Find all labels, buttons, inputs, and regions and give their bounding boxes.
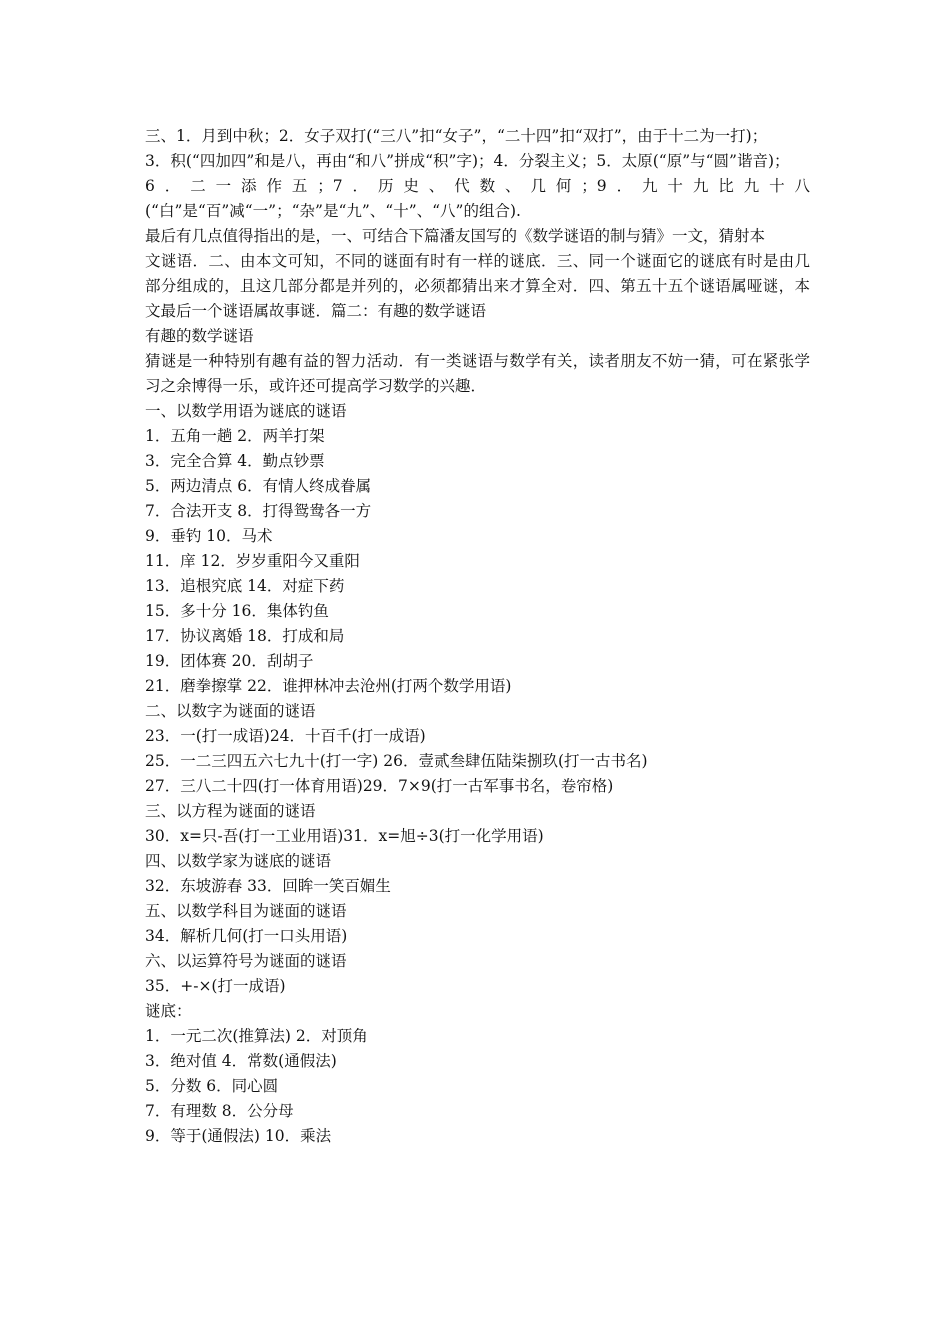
riddle-line: 11．庠 12．岁岁重阳今又重阳	[145, 552, 360, 570]
answer-line-1: 三、1．月到中秋；2．女子双打(“三八”扣“女子”，“二十四”扣“双打”，由于十二为一打)；	[145, 127, 768, 145]
section-heading-6: 六、以运算符号为谜面的谜语	[145, 952, 347, 970]
riddle-line: 21．磨拳擦掌 22．谁押林冲去沧州(打两个数学用语)	[145, 677, 512, 695]
section-heading-2: 二、以数字为谜面的谜语	[145, 702, 316, 720]
riddle-line: 7．合法开支 8．打得鸳鸯各一方	[145, 502, 372, 520]
answer-item: 7．有理数 8．公分母	[145, 1102, 294, 1120]
riddle-line: 25．一二三四五六七九十(打一字) 26．壹贰叁肆伍陆柒捌玖(打一古书名)	[145, 752, 648, 770]
riddle-line: 27．三八二十四(打一体育用语)29．7×9(打一古军事书名，卷帘格)	[145, 777, 614, 795]
answer-item: 1．一元二次(推算法) 2．对顶角	[145, 1027, 368, 1045]
section-heading-5: 五、以数学科目为谜面的谜语	[145, 902, 347, 920]
answer-item: 3．绝对值 4．常数(通假法)	[145, 1052, 337, 1070]
riddle-line: 9．垂钓 10．马术	[145, 527, 273, 545]
riddle-line: 23．一(打一成语)24．十百千(打一成语)	[145, 727, 426, 745]
note-paragraph-start: 最后有几点值得指出的是，一、可结合下篇潘友国写的《数学谜语的制与猜》一文，猜射本	[145, 227, 766, 245]
riddle-line: 3．完全合算 4．勤点钞票	[145, 452, 325, 470]
riddle-line: 15．多十分 16．集体钓鱼	[145, 602, 329, 620]
note-paragraph-continued: 文谜语．二、由本文可知，不同的谜面有时有一样的谜底．三、同一个谜面它的谜底有时是由几部分组成的，且这几部分都是并列的，必须都猜出来才算全对．四、第五十五个谜语属哑谜，本文最后一个谜语属故事谜．篇二：有趣的数学谜语	[145, 252, 810, 320]
riddle-line: 13．追根究底 14．对症下药	[145, 577, 345, 595]
riddle-line: 17．协议离婚 18．打成和局	[145, 627, 345, 645]
riddle-line: 35．+-×(打一成语)	[145, 977, 286, 995]
answer-line-3: 6．二一添作五；7．历史、代数、几何；9．九十九比九十八(“白”是“百”减“一”；“杂”是“九”、“十”、“八”的组合).	[145, 177, 810, 220]
riddle-line: 1．五角一趟 2．两羊打架	[145, 427, 325, 445]
riddle-line: 19．团体赛 20．刮胡子	[145, 652, 314, 670]
section-heading-3: 三、以方程为谜面的谜语	[145, 802, 316, 820]
riddle-line: 32．东坡游春 33．回眸一笑百媚生	[145, 877, 391, 895]
section-heading-4: 四、以数学家为谜底的谜语	[145, 852, 332, 870]
intro-paragraph: 猜谜是一种特别有趣有益的智力活动．有一类谜语与数学有关，读者朋友不妨一猜，可在紧张学习之余博得一乐，或许还可提高学习数学的兴趣．	[145, 352, 810, 395]
document-page	[145, 124, 810, 1149]
section-heading-1: 一、以数学用语为谜底的谜语	[145, 402, 347, 420]
section-title: 有趣的数学谜语	[145, 327, 254, 345]
answer-item: 5．分数 6．同心圆	[145, 1077, 279, 1095]
riddle-line: 5．两边清点 6．有情人终成眷属	[145, 477, 372, 495]
riddle-line: 30．x=只-吾(打一工业用语)31．x=旭÷3(打一化学用语)	[145, 827, 544, 845]
answer-item: 9．等于(通假法) 10．乘法	[145, 1127, 332, 1145]
answer-line-2: 3．积(“四加四”和是八，再由“和八”拼成“积”字)；4．分裂主义；5．太原(“原”与“圆”谐音)；	[145, 152, 790, 170]
riddle-line: 34．解析几何(打一口头用语)	[145, 927, 348, 945]
answers-heading: 谜底：	[145, 1002, 192, 1020]
